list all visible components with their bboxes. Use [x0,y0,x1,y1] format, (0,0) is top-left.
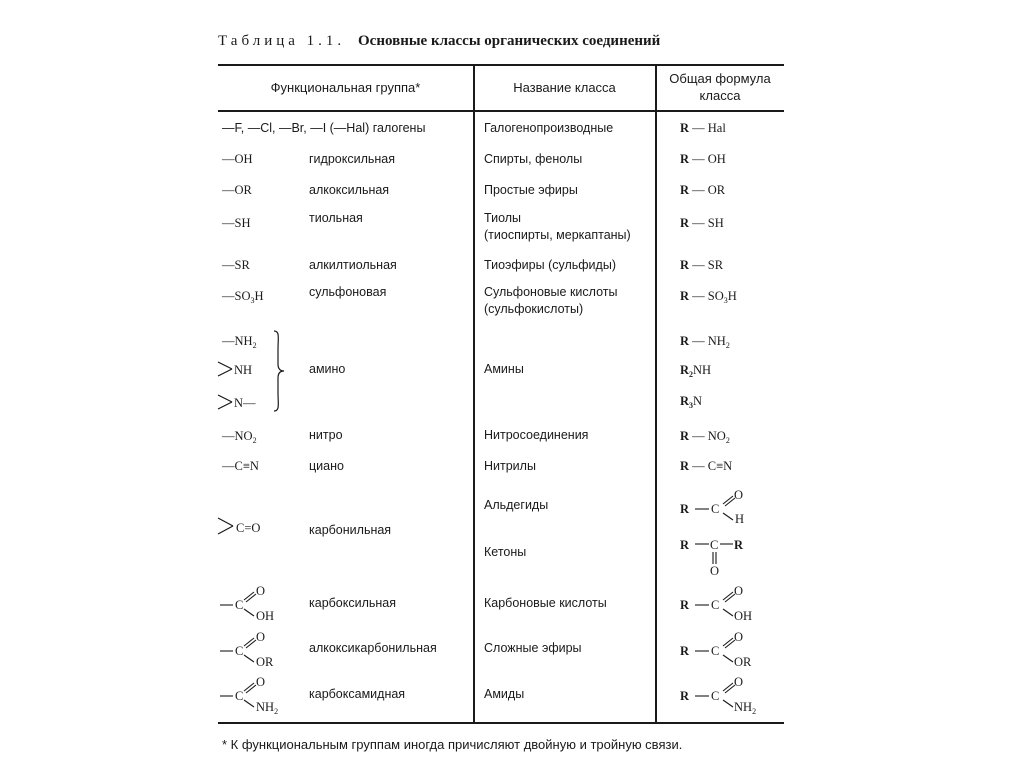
name-carboxamide: карбоксамидная [309,687,406,701]
group-alkoxyl: —OR [222,183,252,197]
name-nitro: нитро [309,428,343,442]
formula-amino-primary-text: — NH [692,334,726,348]
footnote: * К функциональным группам иногда причисляют двойную и тройную связи. [222,737,683,752]
r-symbol: R [680,644,690,658]
formula-amino-primary [680,334,730,350]
formula-carboxyl-oh: OH [734,609,753,623]
group-amino-primary [222,334,257,350]
ketone-c: C [710,538,719,552]
amide-nh-sub: 2 [274,707,279,716]
ketone-o: O [710,564,720,578]
r-symbol: R [680,121,690,135]
formula-amide-nh-sub: 2 [752,707,757,716]
group-amino-tertiary: N— [234,396,256,410]
group-halogens: —F, —Cl, —Br, —I (—Hal) галогены [222,121,426,135]
formula-nitro [680,429,730,445]
class-cyano: Нитрилы [484,459,536,473]
r-symbol: R [680,216,690,230]
formula-ester-r [680,644,689,659]
name-thiol: тиольная [309,211,363,225]
formula-amino-tertiary [680,394,702,410]
class-amino: Амины [484,362,524,376]
formula-alkoxyl [680,183,725,198]
group-sulfo-text: —SO [222,289,251,303]
r-symbol: R [680,289,690,303]
group-cyano: —C≡N [222,459,259,473]
formula-amide-o: O [734,675,744,689]
name-alkylthiol: алкилтиольная [309,258,397,272]
carboxyl-o: O [256,584,266,598]
r-symbol: R [680,689,690,703]
table-label: Таблица 1.1. [218,33,346,49]
formula-amino-primary-sub: 2 [725,341,730,350]
column-divider-1 [473,65,475,722]
ester-c: C [235,644,244,658]
header-formula-line2: класса [699,88,741,103]
r-symbol: R [680,429,690,443]
group-sulfo-sub: 3 [250,296,255,305]
tertiary-amine-bonds [218,393,234,413]
r-symbol: R [680,394,690,408]
r-symbol: R [680,334,690,348]
name-hydroxyl: гидроксильная [309,152,396,166]
class-ketones: Кетоны [484,545,527,559]
group-sulfo-tail: H [254,289,264,303]
ester-o: O [256,630,266,644]
header-class: Название класса [513,80,616,95]
formula-amide-r [680,689,689,704]
amide-nh2 [256,700,278,716]
class-halo: Галогенопроизводные [484,121,614,135]
formula-nitro-text: — NO [692,429,726,443]
top-rule [218,64,784,66]
name-cyano: циано [309,459,344,473]
r-symbol: R [680,258,690,272]
r-symbol: R [680,183,690,197]
formula-aldehyde-r [680,502,689,517]
aldehyde-c: C [711,502,720,516]
class-sulfo-line2: (сульфокислоты) [484,302,584,316]
formula-ketone-r2 [734,538,743,553]
class-nitro: Нитросоединения [484,428,589,442]
aldehyde-h: H [735,512,745,526]
r-symbol: R [680,538,690,552]
carbonyl-bonds [218,516,236,538]
r-symbol: R [680,152,690,166]
formula-ketone-r1 [680,538,689,553]
group-amino-secondary: NH [234,363,253,377]
formula-amino-tertiary-sub: 3 [689,401,694,410]
column-divider-2 [655,65,657,722]
formula-carboxyl-r [680,598,689,613]
formula-alkoxyl-text: — OR [692,183,726,197]
class-alkoxyl: Простые эфиры [484,183,578,197]
formula-ester-o: O [734,630,744,644]
class-alkoxycarbonyl: Сложные эфиры [484,641,582,655]
formula-nitro-sub: 2 [725,436,730,445]
formula-amino-tertiary-text: N [693,394,703,408]
class-aldehydes: Альдегиды [484,498,549,512]
group-nitro [222,429,257,445]
group-thiol: —SH [222,216,251,230]
class-alkylthiol: Тиоэфиры (сульфиды) [484,258,616,272]
name-alkoxycarbonyl: алкоксикарбонильная [309,641,437,655]
group-hydroxyl: —OH [222,152,253,166]
group-alkylthiol: —SR [222,258,250,272]
formula-amino-secondary-text: NH [693,363,712,377]
class-carboxyl: Карбоновые кислоты [484,596,607,610]
formula-cyano [680,459,732,474]
group-sulfo [222,289,264,305]
class-thiol-line1: Тиолы [484,211,522,225]
r-symbol: R [680,459,690,473]
header-formula-line1: Общая формула [669,71,771,86]
class-sulfo-line1: Сульфоновые кислоты [484,285,618,299]
r-symbol: R [680,502,690,516]
group-amino-primary-text: —NH [222,334,253,348]
formula-alkylthiol [680,258,723,273]
class-carboxamide: Амиды [484,687,525,701]
amide-nh: NH [256,700,275,714]
formula-alkylthiol-text: — SR [692,258,724,272]
formula-amino-secondary-sub: 2 [689,370,694,379]
carboxyl-oh: OH [256,609,275,623]
r-symbol: R [680,363,690,377]
r-symbol: R [734,538,744,552]
formula-amide-c: C [711,689,720,703]
name-alkoxyl: алкоксильная [309,183,390,197]
class-thiol-line2: (тиоспирты, меркаптаны) [484,228,631,242]
formula-thiol-text: — SH [692,216,724,230]
formula-halo-text: — Hal [692,121,726,135]
bottom-rule [218,722,784,724]
formula-sulfo-sub: 3 [723,296,728,305]
formula-ester-or: OR [734,655,752,669]
group-nitro-text: —NO [222,429,253,443]
group-amino-primary-sub: 2 [252,341,257,350]
ester-or: OR [256,655,274,669]
formula-halo [680,121,726,136]
carboxyl-c: C [235,598,244,612]
aldehyde-o: O [734,488,744,502]
group-nitro-sub: 2 [252,436,257,445]
formula-amide-nh: NH [734,700,753,714]
formula-sulfo [680,289,737,305]
formula-sulfo-tail: H [727,289,737,303]
formula-amino-secondary [680,363,711,379]
name-sulfo: сульфоновая [309,285,387,299]
amide-o: O [256,675,266,689]
name-amino: амино [309,362,346,376]
ketone-bonds [693,530,753,578]
formula-thiol [680,216,724,231]
group-carbonyl: C=O [236,521,261,535]
formula-cyano-text: — C≡N [692,459,733,473]
header-group: Функциональная группа* [270,80,421,95]
formula-carboxyl-o: O [734,584,744,598]
name-carbonyl: карбонильная [309,523,392,537]
formula-amide-nh2 [734,700,756,716]
formula-sulfo-text: — SO [692,289,724,303]
formula-carboxyl-c: C [711,598,720,612]
r-symbol: R [680,598,690,612]
amino-brace [272,330,286,412]
amide-c: C [235,689,244,703]
secondary-amine-bonds [218,360,234,380]
formula-hydroxyl [680,152,726,167]
formula-ester-c: C [711,644,720,658]
class-hydroxyl: Спирты, фенолы [484,152,583,166]
header-rule [218,110,784,112]
table-title: Основные классы органических соединений [358,33,661,49]
formula-hydroxyl-text: — OH [692,152,726,166]
name-carboxyl: карбоксильная [309,596,397,610]
